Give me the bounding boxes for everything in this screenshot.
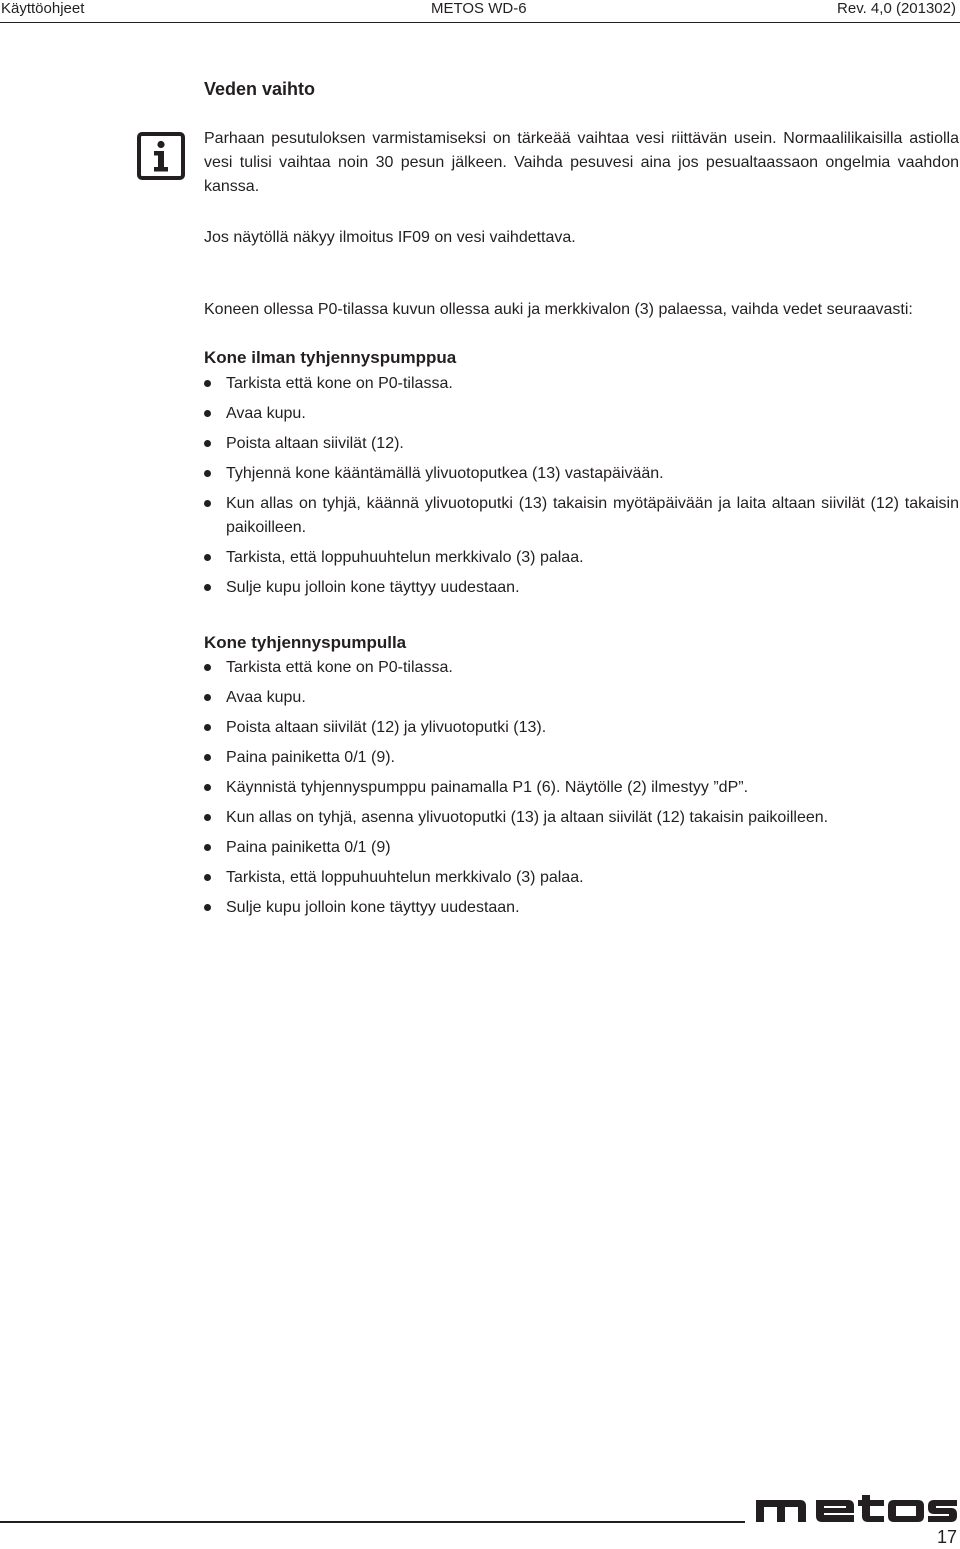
page-number: 17	[936, 1527, 957, 1547]
step-text: Paina painiketta 0/1 (9)	[226, 839, 391, 856]
intro-paragraph-procedure-condition: Koneen ollessa P0-tilassa kuvun ollessa auki ja merkkivalon (3) palaessa, vaihda vedet seuraavasti:	[204, 301, 913, 318]
list-item	[204, 432, 959, 456]
list-item	[204, 686, 959, 710]
bullet-icon	[204, 904, 211, 911]
procedure-steps-without-pump	[204, 372, 959, 606]
bullet-icon	[204, 694, 211, 701]
step-text: Kun allas on tyhjä, käännä ylivuotoputki (13) takaisin myötäpäivään ja laita altaan siivilät (12) takaisin paikoilleen.	[226, 495, 959, 536]
bullet-icon	[204, 874, 211, 881]
procedure-steps-with-pump	[204, 656, 959, 926]
step-text: Avaa kupu.	[226, 689, 306, 706]
bullet-icon	[204, 844, 211, 851]
bullet-icon	[204, 784, 211, 791]
list-item	[204, 492, 959, 540]
list-item	[204, 402, 959, 426]
bullet-icon	[204, 410, 211, 417]
step-text: Tarkista että kone on P0-tilassa.	[226, 375, 453, 392]
header-product-name: METOS WD-6	[431, 0, 527, 17]
list-item	[204, 866, 959, 890]
list-item	[204, 372, 959, 396]
list-item	[204, 576, 959, 600]
step-text: Poista altaan siivilät (12).	[226, 435, 404, 452]
step-text: Tyhjennä kone kääntämällä ylivuotoputkea (13) vastapäivään.	[226, 465, 664, 482]
step-text: Sulje kupu jolloin kone täyttyy uudestaan.	[226, 899, 520, 916]
header-divider	[0, 22, 960, 23]
bullet-icon	[204, 754, 211, 761]
step-text: Käynnistä tyhjennyspumppu painamalla P1 (6). Näytölle (2) ilmestyy ”dP”.	[226, 779, 749, 796]
step-text: Sulje kupu jolloin kone täyttyy uudestaan.	[226, 579, 520, 596]
step-text: Tarkista, että loppuhuuhtelun merkkivalo (3) palaa.	[226, 549, 584, 566]
step-text: Paina painiketta 0/1 (9).	[226, 749, 395, 766]
header-revision: Rev. 4,0 (201302)	[837, 0, 956, 17]
step-text: Kun allas on tyhjä, asenna ylivuotoputki (13) ja altaan siivilät (12) takaisin paikoilleen.	[226, 809, 829, 826]
list-item	[204, 746, 959, 770]
list-item	[204, 836, 959, 860]
step-text: Tarkista, että loppuhuuhtelun merkkivalo (3) palaa.	[226, 869, 584, 886]
step-text: Avaa kupu.	[226, 405, 306, 422]
header-document-type: Käyttöohjeet	[1, 0, 85, 17]
bullet-icon	[204, 664, 211, 671]
bullet-icon	[204, 500, 211, 507]
intro-paragraph-if09-notice: Jos näytöllä näkyy ilmoitus IF09 on vesi vaihdettava.	[204, 229, 576, 246]
bullet-icon	[204, 440, 211, 447]
intro-paragraph-water-change: Parhaan pesutuloksen varmistamiseksi on tärkeää vaihtaa vesi riittävän usein. Normaalilikaisilla astiolla vesi tulisi vaihtaa noin 30 pesun jälkeen. Vaihda pesuvesi aina jos pesualtaassaon ongelmia vaahdon kanssa.	[204, 130, 959, 195]
section-title: Veden vaihto	[204, 79, 316, 99]
info-icon	[137, 132, 185, 180]
bullet-icon	[204, 470, 211, 477]
list-item	[204, 896, 959, 920]
bullet-icon	[204, 554, 211, 561]
list-item	[204, 656, 959, 680]
bullet-icon	[204, 380, 211, 387]
bullet-icon	[204, 814, 211, 821]
footer-divider	[0, 1521, 745, 1523]
step-text: Tarkista että kone on P0-tilassa.	[226, 659, 453, 676]
list-item	[204, 776, 959, 800]
step-text: Poista altaan siivilät (12) ja ylivuotoputki (13).	[226, 719, 547, 736]
list-item	[204, 546, 959, 570]
page-header	[0, 0, 960, 22]
bullet-icon	[204, 584, 211, 591]
list-item	[204, 462, 959, 486]
list-item	[204, 716, 959, 740]
bullet-icon	[204, 724, 211, 731]
procedure-title-with-pump: Kone tyhjennyspumpulla	[204, 633, 407, 652]
procedure-title-without-pump: Kone ilman tyhjennyspumppua	[204, 348, 457, 367]
list-item	[204, 806, 959, 830]
metos-logo	[754, 1494, 958, 1524]
